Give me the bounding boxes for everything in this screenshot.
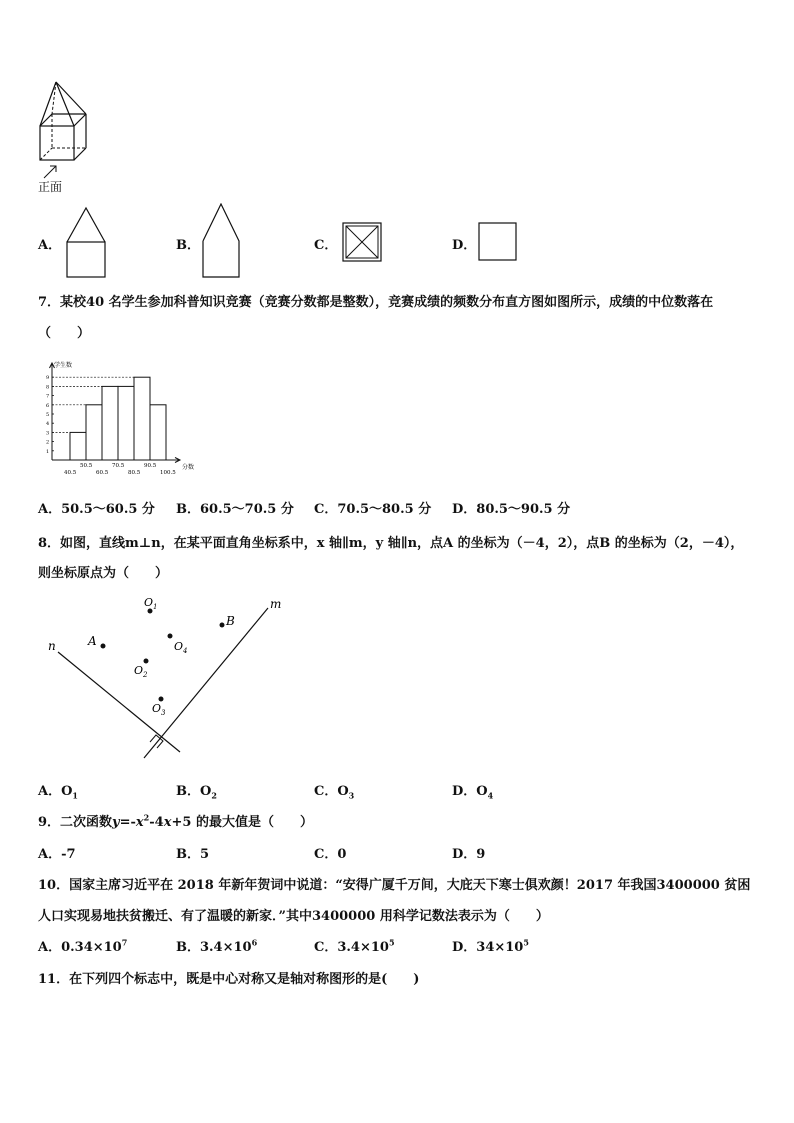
q7-stem-line2: （ ） [38, 326, 91, 341]
q10-option-c: C．$3.4\times 10^5$ [314, 937, 395, 955]
q8-stem-line2: 则坐标原点为（ ） [38, 566, 169, 581]
y-tick-label: 8 [46, 384, 50, 391]
q6-option-b-figure [202, 203, 240, 279]
q9-stem: 9．二次函数$y=-x^2-4x+5$ 的最大值是（ ） [38, 812, 313, 830]
q9-option-c: C．0 [314, 847, 347, 862]
q7-option-d: D．80.5～90.5 分 [452, 502, 571, 517]
y-tick-label: 3 [46, 430, 50, 437]
label-n: n [48, 639, 56, 653]
q8-option-d: D．$O_4$ [452, 784, 494, 801]
q7-option-b: B．60.5～70.5 分 [176, 502, 294, 517]
q10-stem-line2: 人口实现易地扶贫搬迁、有了温暖的新家．”其中3400000 用科学记数法表示为（ ） [38, 909, 549, 924]
q8-option-c: C．$O_3$ [314, 784, 355, 801]
x-tick-label: 50.5 [80, 463, 93, 469]
q6-option-a-letter: A． [38, 238, 62, 253]
q7-stem-line1: 7．某校40 名学生参加科普知识竞赛（竞赛分数都是整数），竞赛成绩的频数分布直方图如图所示，成绩的中位数落在 [38, 295, 714, 310]
histogram-bar-6 [150, 405, 166, 460]
x-tick-label: 80.5 [128, 470, 141, 476]
histogram-bar-2 [86, 405, 102, 460]
q6-option-d-figure [478, 222, 518, 262]
point-o4 [168, 634, 173, 639]
q8-stem-line1: 8．如图，直线m⊥n，在某平面直角坐标系中，x 轴∥m，y 轴∥n，点A 的坐标为（－4，2），点B 的坐标为（2，－4）， [38, 536, 744, 551]
x-tick-label: 100.5 [160, 470, 176, 476]
label-o4: $O_4$ [174, 640, 188, 655]
q10-option-b: B．$3.4\times 10^6$ [176, 937, 258, 955]
histogram-bar-4 [118, 386, 134, 460]
x-tick-label: 70.5 [112, 463, 125, 469]
y-axis-label: 学生数 [54, 362, 73, 369]
q9-option-d: D．9 [452, 847, 486, 862]
q9-option-a: A．-7 [38, 847, 76, 862]
x-axis-label: 分数 [182, 464, 195, 471]
line-m [144, 608, 268, 758]
q8-coordinate-figure [40, 592, 300, 764]
q6-option-a-figure [66, 206, 106, 278]
q6-option-c-letter: C． [314, 238, 338, 253]
x-tick-label: 40.5 [64, 470, 77, 476]
x-tick-label: 60.5 [96, 470, 109, 476]
point-b [220, 623, 225, 628]
q8-option-a: A．$O_1$ [38, 784, 78, 801]
point-o2 [144, 659, 149, 664]
point-a [101, 644, 106, 649]
histogram-bar-3 [102, 386, 118, 460]
q10-option-a: A．$0.34\times 10^7$ [38, 937, 128, 955]
label-o1: $O_1$ [144, 596, 158, 611]
y-tick-label: 9 [46, 375, 50, 382]
q7-option-a: A．50.5～60.5 分 [38, 502, 155, 517]
q7-option-c: C．70.5～80.5 分 [314, 502, 432, 517]
histogram-bar-5 [134, 377, 150, 460]
q6-option-d-letter: D． [452, 238, 477, 253]
y-tick-label: 2 [46, 439, 50, 446]
q6-option-c-figure [342, 222, 382, 262]
label-o2: $O_2$ [134, 664, 148, 679]
q11-stem: 11．在下列四个标志中，既是中心对称又是轴对称图形的是( ) [38, 972, 420, 987]
label-m: m [270, 597, 282, 611]
y-tick-label: 5 [46, 412, 50, 418]
point-o1 [148, 609, 153, 614]
q6-option-b-letter: B． [176, 238, 200, 253]
q10-option-d: D．$34\times 10^5$ [452, 937, 529, 955]
y-tick-label: 6 [46, 402, 50, 409]
x-tick-label: 90.5 [144, 463, 157, 469]
y-tick-label: 7 [46, 393, 50, 400]
line-n [58, 652, 180, 752]
q7-histogram [36, 358, 206, 480]
y-tick-label: 1 [46, 448, 50, 455]
point-o3 [159, 697, 164, 702]
label-b: B [226, 614, 235, 628]
label-o3: $O_3$ [152, 702, 166, 717]
q6-front-label: 正面 [38, 180, 63, 194]
histogram-bar-1 [70, 432, 86, 460]
y-tick-label: 4 [46, 421, 50, 428]
q8-option-b: B．$O_2$ [176, 784, 217, 801]
label-a: A [88, 634, 97, 648]
q9-option-b: B．5 [176, 847, 210, 862]
q10-stem-line1: 10．国家主席习近平在 2018 年新年贺词中说道：“安得广厦千万间，大庇天下寒士俱欢颜！2017 年我国3400000 贫困 [38, 878, 751, 893]
